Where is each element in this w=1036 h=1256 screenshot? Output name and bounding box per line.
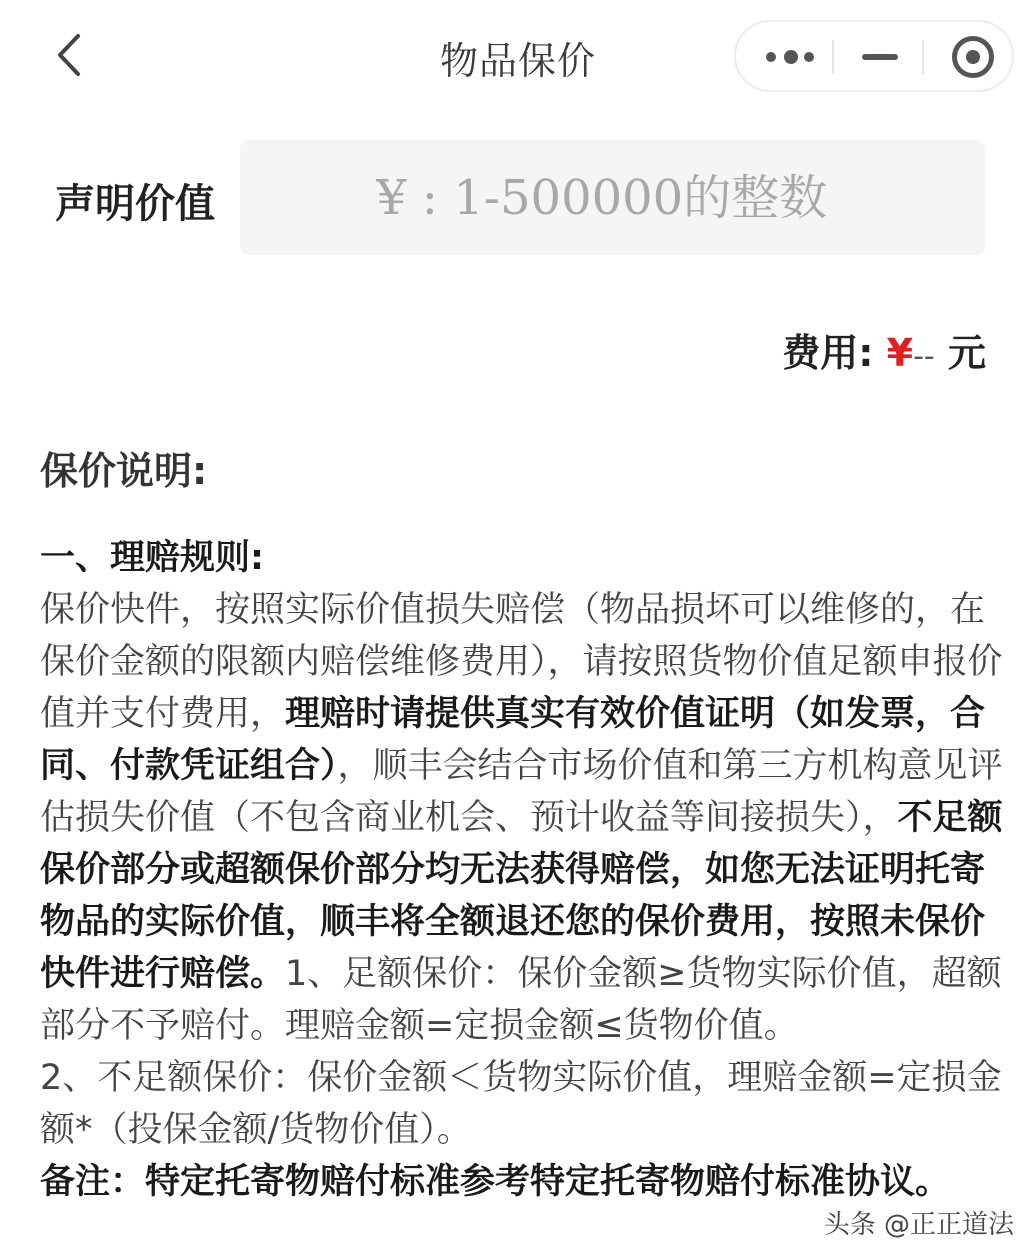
minus-icon [862,54,898,60]
page-title: 物品保价 [439,39,596,83]
fee-amount: -- [913,339,935,374]
capsule-divider [832,40,834,74]
more-dots-icon [766,52,776,62]
fee-currency: ¥ [886,331,914,375]
claim-rules-heading: 一、理赔规则: [40,538,264,578]
mini-program-capsule [734,20,1014,92]
minimize-button[interactable] [836,22,928,90]
declared-value-input[interactable] [240,140,985,255]
partial-insurance-rule: 2、不足额保价：保价金额＜货物实际价值，理赔金额=定损金额*（投保金额/货物价值）。 [40,1058,1002,1150]
close-button[interactable] [926,22,1018,90]
declared-value-field[interactable] [240,140,985,255]
insurance-description [40,532,1005,1208]
insurance-description-title: 保价说明: [40,449,208,493]
fee-label: 费用: [782,331,874,375]
declared-value-label: 声明价值 [55,181,215,227]
navigation-bar [0,0,1036,110]
claim-rules-paragraph: 保价快件，按照实际价值损失赔偿（物品损坏可以维修的，在保价金额的限额内赔偿维修费用），请按照货物价值足额申报价值并支付费用，理赔时请提供真实有效价值证明（如发票，合同、付款凭证组合），顺丰会结合市场价值和第三方机构意见评估损失价值（不包含商业机会、预计收益等间接损失），不足额保价部分或超额保价部分均无法获得赔偿，如您无法证明托寄物品的实际价值，顺丰将全额退还您的保价费用，按照未保价快件进行赔偿。1、足额保价：保价金额≥货物实际价值，超额部分不予赔付。理赔金额=定损金额≤货物价值。 [40,590,1003,1046]
capsule-divider [922,40,924,74]
fee-unit: 元 [947,331,986,375]
more-button[interactable] [742,22,834,90]
remark-note: 备注：特定托寄物赔付标准参考特定托寄物赔付标准协议。 [40,1162,951,1202]
fee-display [782,322,986,377]
watermark: 头条 @正正道法 [823,1210,1014,1240]
